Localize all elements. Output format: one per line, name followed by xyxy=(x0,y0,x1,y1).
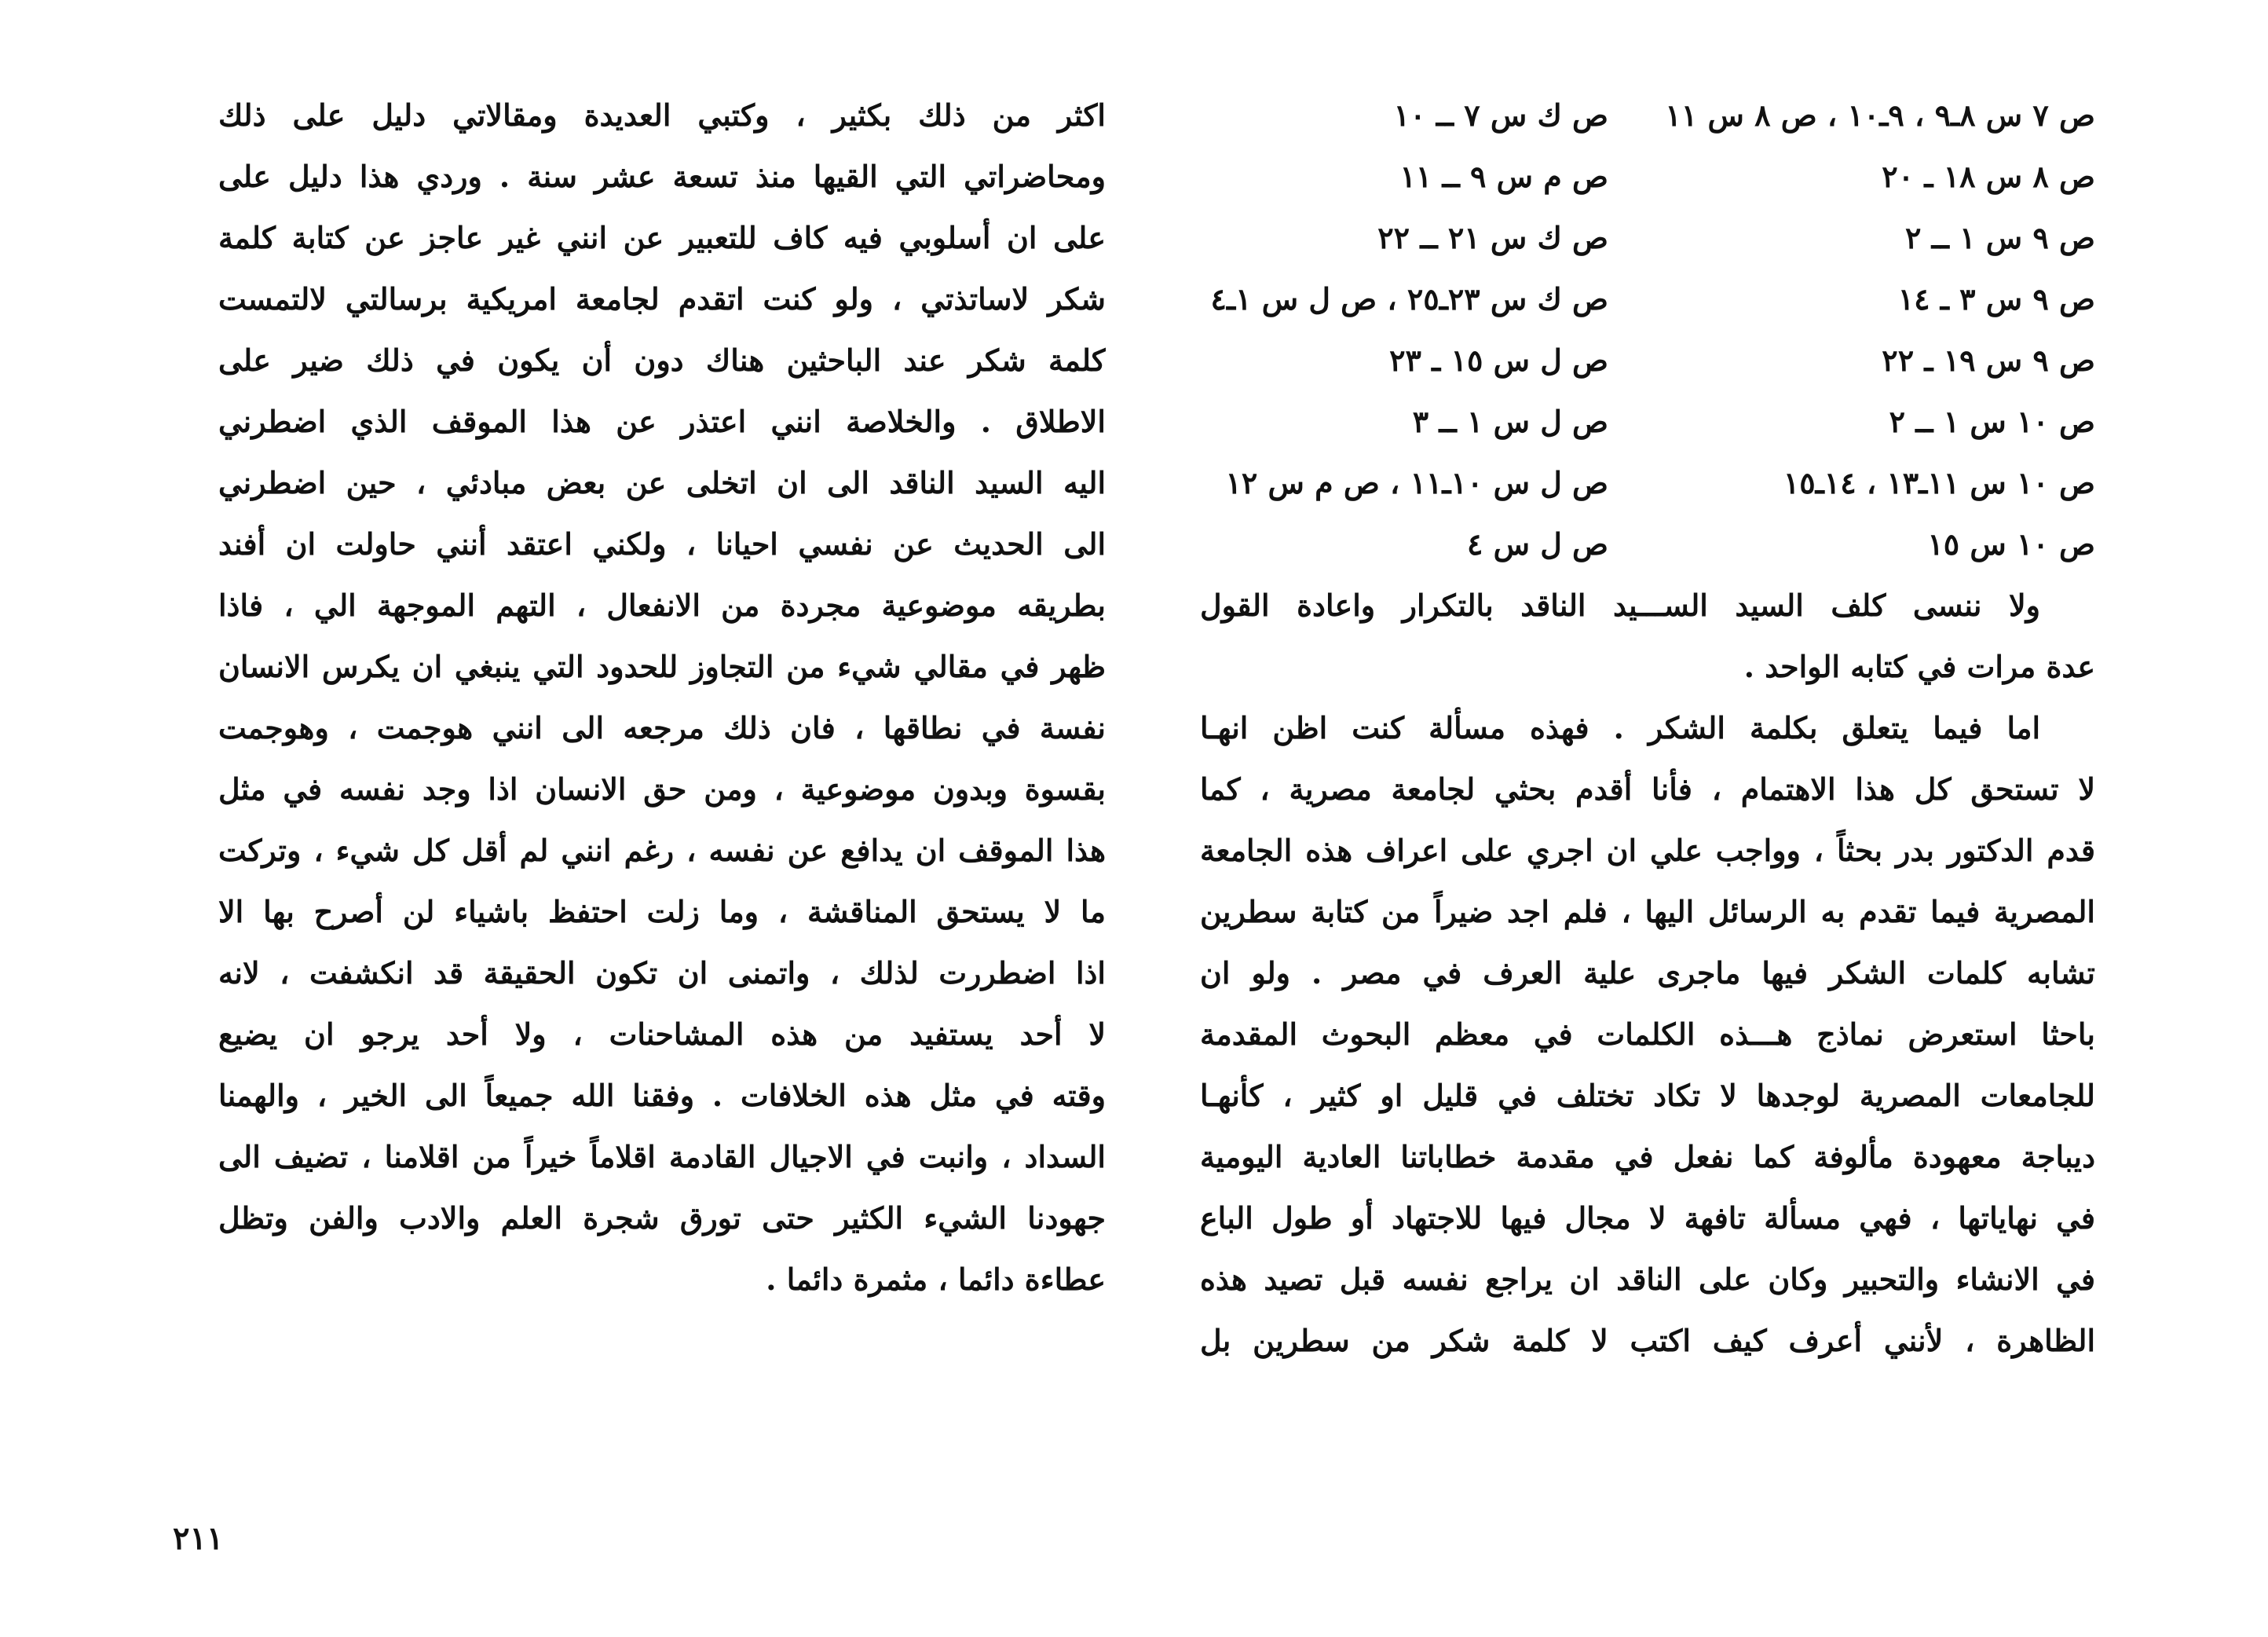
reference-source: ص ٩ س ١٩ ـ ٢٢ xyxy=(1882,342,2095,378)
text-line: جهودنا الشيء الكثير حتى تورق شجرة العلم والادب والفن وتظل xyxy=(218,1200,1106,1236)
reference-source: ص ١٠ س ١٥ xyxy=(1927,526,2095,562)
text-line: لا تستحق كل هذا الاهتمام ، فأنا أقدم بحثي لجامعة مصرية ، كما xyxy=(1200,771,2095,807)
reference-source: ص ١٠ س ١ ــ ٢ xyxy=(1889,404,2095,439)
text-line: الى الحديث عن نفسي احيانا ، ولكني اعتقد أنني حاولت ان أفند xyxy=(218,526,1106,562)
text-line: على ان أسلوبي فيه كاف للتعبير عن انني غير عاجز عن كتابة كلمة xyxy=(218,220,1106,255)
reference-row xyxy=(1200,85,2095,146)
text-line: في الانشاء والتحبير وكان على الناقد ان يراجع نفسه قبل تصيد هذه xyxy=(1200,1262,2095,1297)
text-line: عدة مرات في كتابه الواحد . xyxy=(1743,649,2095,684)
text-line: اليه السيد الناقد الى ان اتخلى عن بعض مبادئي ، حين اضطرني xyxy=(218,465,1106,500)
reference-target: ص ل س ١٥ ـ ٢٣ xyxy=(1389,342,1608,378)
paragraph xyxy=(1200,575,2095,698)
text-line: نفسة في نطاقها ، فان ذلك مرجعه الى انني هوجمت ، وهوجمت xyxy=(218,710,1106,745)
reference-list xyxy=(1200,85,2095,575)
right-page-text xyxy=(1200,85,2095,1371)
reference-row xyxy=(1200,330,2095,391)
reference-row xyxy=(1200,391,2095,452)
text-line: هذا الموقف ان يدافع عن نفسه ، رغم انني لم أقل كل شيء ، وتركت xyxy=(218,833,1106,868)
text-line: بقسوة وبدون موضوعية ، ومن حق الانسان اذا وجد نفسه في مثل xyxy=(218,771,1106,807)
reference-target: ص م س ٩ ــ ١١ xyxy=(1399,159,1608,194)
text-line: شكر لاساتذتي ، ولو كنت اتقدم لجامعة امريكية برسالتي لالتمست xyxy=(218,281,1106,317)
reference-source: ص ٨ س ١٨ ـ ٢٠ xyxy=(1882,159,2095,194)
text-line: وقته في مثل هذه الخلافات . وفقنا الله جميعاً الى الخير ، والهمنا xyxy=(218,1078,1106,1113)
text-line: عطاءة دائما ، مثمرة دائما . xyxy=(766,1262,1106,1297)
reference-source: ص ٩ س ٣ ـ ١٤ xyxy=(1897,281,2095,317)
text-line: ولا ننسى كلف السيد الســـيد الناقد بالتكرار واعادة القول xyxy=(1200,588,2040,623)
text-line: لا أحد يستفيد من هذه المشاحنات ، ولا أحد يرجو ان يضيع xyxy=(218,1016,1106,1052)
reference-source: ص ٧ س ٨ـ٩ ، ٩ـ١٠ ، ص ٨ س ١١ xyxy=(1665,97,2095,133)
reference-source: ص ١٠ س ١١ـ١٣ ، ١٤ـ١٥ xyxy=(1783,465,2095,500)
reference-row xyxy=(1200,514,2095,575)
text-line: بطريقه موضوعية مجردة من الانفعال ، التهم الموجهة الي ، فاذا xyxy=(218,588,1106,623)
text-line: السداد ، وانبت في الاجيال القادمة اقلاماً خيراً من اقلامنا ، تضيف الى xyxy=(218,1139,1106,1174)
text-line: باحثا استعرض نماذج هـــذه الكلمات في معظم البحوث المقدمة xyxy=(1200,1016,2095,1052)
reference-target: ص ل س ٤ xyxy=(1466,526,1608,562)
reference-target: ص ل س ١ ــ ٣ xyxy=(1412,404,1608,439)
text-line: للجامعات المصرية لوجدها لا تكاد تختلف في قليل او كثير ، كأنهـا xyxy=(1200,1078,2095,1113)
text-line: ومحاضراتي التي القيها منذ تسعة عشر سنة . وردي هذا دليل على xyxy=(218,159,1106,194)
text-line: كلمة شكر عند الباحثين هناك دون أن يكون في ذلك ضير على xyxy=(218,342,1106,378)
text-line: ديباجة معهودة مألوفة كما نفعل في مقدمة خطاباتنا العادية اليومية xyxy=(1200,1139,2095,1174)
text-line: الاطلاق . والخلاصة انني اعتذر عن هذا الموقف الذي اضطرني xyxy=(218,404,1106,439)
text-line: اما فيما يتعلق بكلمة الشكر . فهذه مسألة كنت اظن انهـا xyxy=(1200,710,2040,745)
text-line: اذا اضطررت لذلك ، واتمنى ان تكون الحقيقة قد انكشفت ، لانه xyxy=(218,955,1106,991)
reference-row xyxy=(1200,269,2095,330)
text-line: في نهاياتها ، فهي مسألة تافهة لا مجال فيها للاجتهاد أو طول الباع xyxy=(1200,1200,2095,1236)
reference-row xyxy=(1200,452,2095,514)
paragraph xyxy=(1200,698,2095,1371)
page-number: ٢١١ xyxy=(173,1520,224,1557)
reference-target: ص ك س ٢١ ــ ٢٢ xyxy=(1377,220,1608,255)
reference-target: ص ك س ٢٣ـ٢٥ ، ص ل س ١ـ٤ xyxy=(1210,281,1608,317)
reference-row xyxy=(1200,207,2095,269)
reference-row xyxy=(1200,146,2095,207)
reference-target: ص ك س ٧ ــ ١٠ xyxy=(1393,97,1608,133)
text-line: تشابه كلمات الشكر فيها ماجرى علية العرف في مصر . ولو ان xyxy=(1200,955,2095,991)
text-line: ظهر في مقالي شيء من التجاوز للحدود التي ينبغي ان يكرس الانسان xyxy=(218,649,1106,684)
text-line: الظاهرة ، لأنني أعرف كيف اكتب لا كلمة شكر من سطرين بل xyxy=(1200,1323,2095,1358)
text-line: المصرية فيما تقدم به الرسائل اليها ، فلم اجد ضيراً من كتابة سطرين xyxy=(1200,894,2095,929)
text-line: قدم الدكتور بدر بحثاً ، وواجب علي ان اجري على اعراف هذه الجامعة xyxy=(1200,833,2095,868)
left-page-text xyxy=(218,85,1106,1310)
reference-source: ص ٩ س ١ ــ ٢ xyxy=(1904,220,2095,255)
text-line: اكثر من ذلك بكثير ، وكتبي العديدة ومقالاتي دليل على ذلك xyxy=(218,97,1106,133)
reference-target: ص ل س ١٠ـ١١ ، ص م س ١٢ xyxy=(1225,465,1608,500)
text-line: ما لا يستحق المناقشة ، وما زلت احتفظ باشياء لن أصرح بها الا xyxy=(218,894,1106,929)
